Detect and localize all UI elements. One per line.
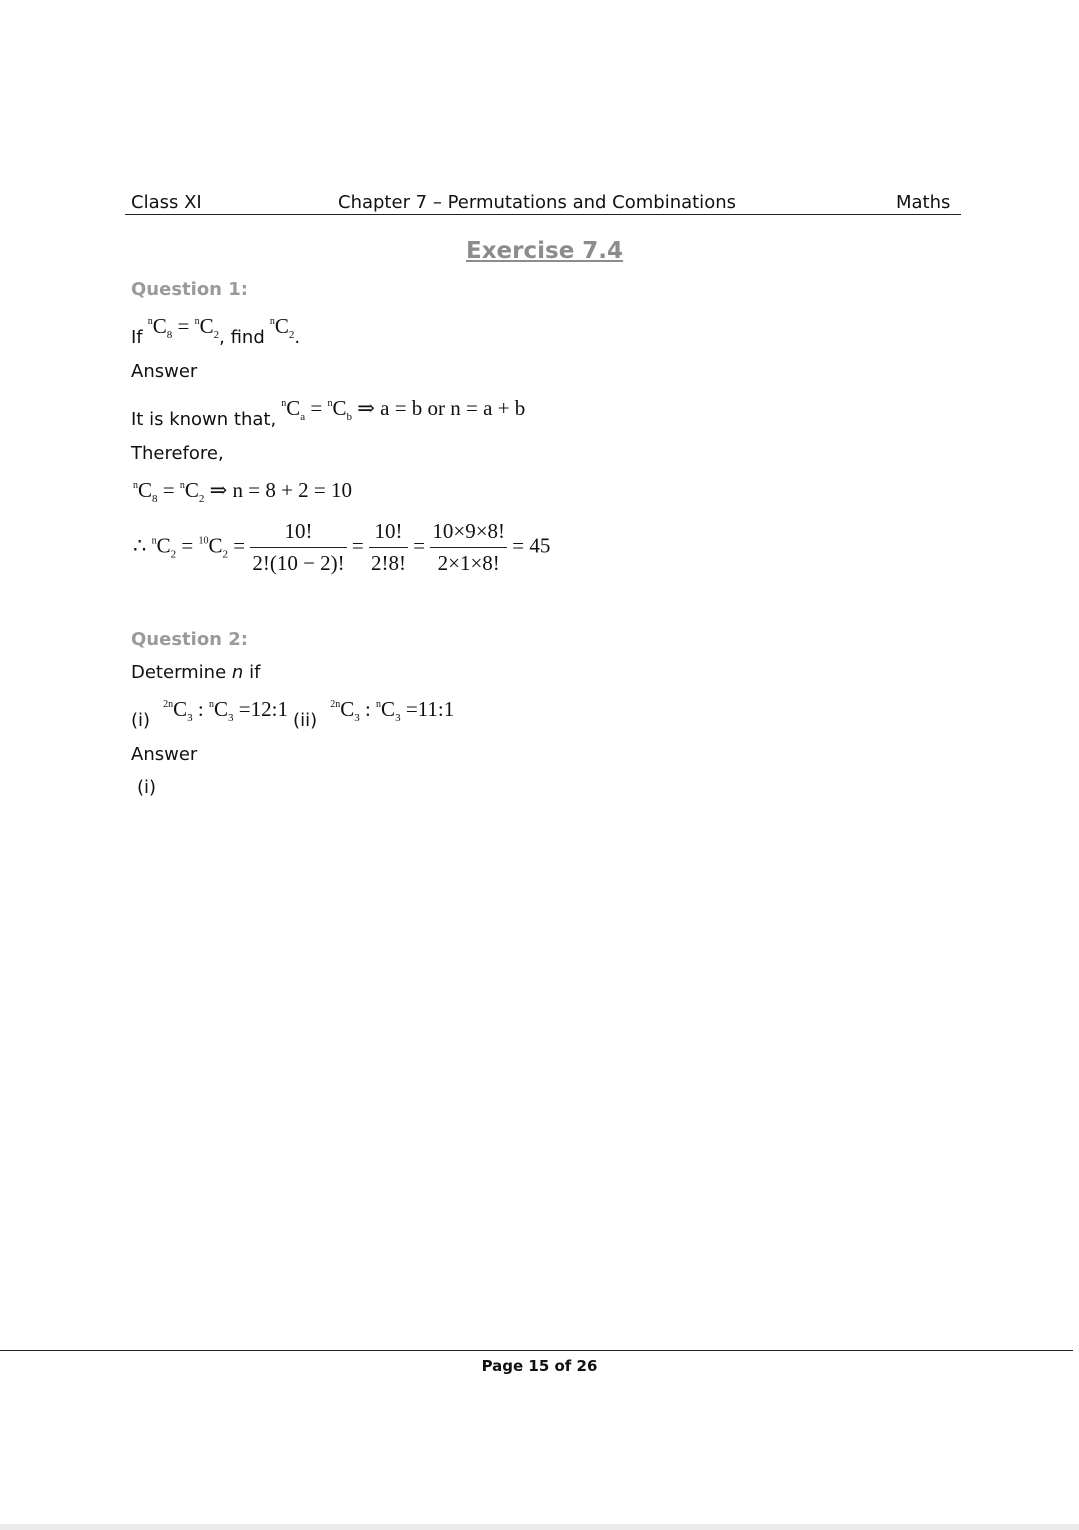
answer-label-2: Answer xyxy=(131,744,198,765)
question-2-prompt: Determine n if xyxy=(131,662,261,683)
equation-target: $^nC_2$ xyxy=(269,314,295,341)
prompt-if: If xyxy=(131,327,143,348)
prompt-find: , find xyxy=(219,327,265,348)
header-chapter: Chapter 7 – Permutations and Combinations xyxy=(338,192,736,213)
equation-part-i: $^{2n}C_3$ : $^nC_3$ =12:1 xyxy=(163,697,288,724)
footer-rule xyxy=(0,1350,1073,1351)
header-class: Class XI xyxy=(131,192,202,213)
therefore-label: Therefore, xyxy=(131,443,224,464)
part-i-label: (i) xyxy=(131,710,151,731)
question-1-prompt: If $^nC_8 = ^nC_2$, find $^nC_2$. xyxy=(131,314,301,348)
page-number: Page 15 of 26 xyxy=(481,1357,598,1375)
question-1-title: Question 1: xyxy=(131,279,248,300)
known-statement: It is known that, $^nC_a = ^nC_b$ ⇒ a = b or n = a + b xyxy=(131,396,526,430)
equation-result: ∴ $^nC_2 = ^{10}C_2$ = $\frac{10!}{2!(10 - 2)!}$ = $\frac{10!}{2!8!}$ = $\frac{10\times 9\times 8!}{2\times 1\times 8!}$ = 45 xyxy=(133,519,551,575)
equation-n-value: $^nC_8 = ^nC_2$ ⇒ n = 8 + 2 = 10 xyxy=(133,478,353,505)
header-rule xyxy=(125,214,961,215)
exercise-title: Exercise 7.4 xyxy=(466,238,624,264)
fraction-2: $\frac{10!}{2!8!}$ xyxy=(371,519,407,575)
question-2-title: Question 2: xyxy=(131,629,248,650)
fraction-1: $\frac{10!}{2!(10 - 2)!}$ xyxy=(252,519,345,575)
answer-part-i: (i) xyxy=(137,777,157,798)
header-subject: Maths xyxy=(896,192,951,213)
answer-label-1: Answer xyxy=(131,361,198,382)
fraction-3: $\frac{10\times 9\times 8!}{2\times 1\times 8!}$ xyxy=(432,519,506,575)
equation-identity: $^nC_a = ^nC_b$ ⇒ a = b or n = a + b xyxy=(281,396,526,423)
equation-given: $^nC_8 = ^nC_2$ xyxy=(147,314,220,341)
question-2-parts xyxy=(131,697,455,731)
page-bottom-edge xyxy=(0,1524,1079,1530)
equation-part-ii: $^{2n}C_3$ : $^nC_3$ =11:1 xyxy=(330,697,455,724)
part-ii-label: (ii) xyxy=(293,710,318,731)
